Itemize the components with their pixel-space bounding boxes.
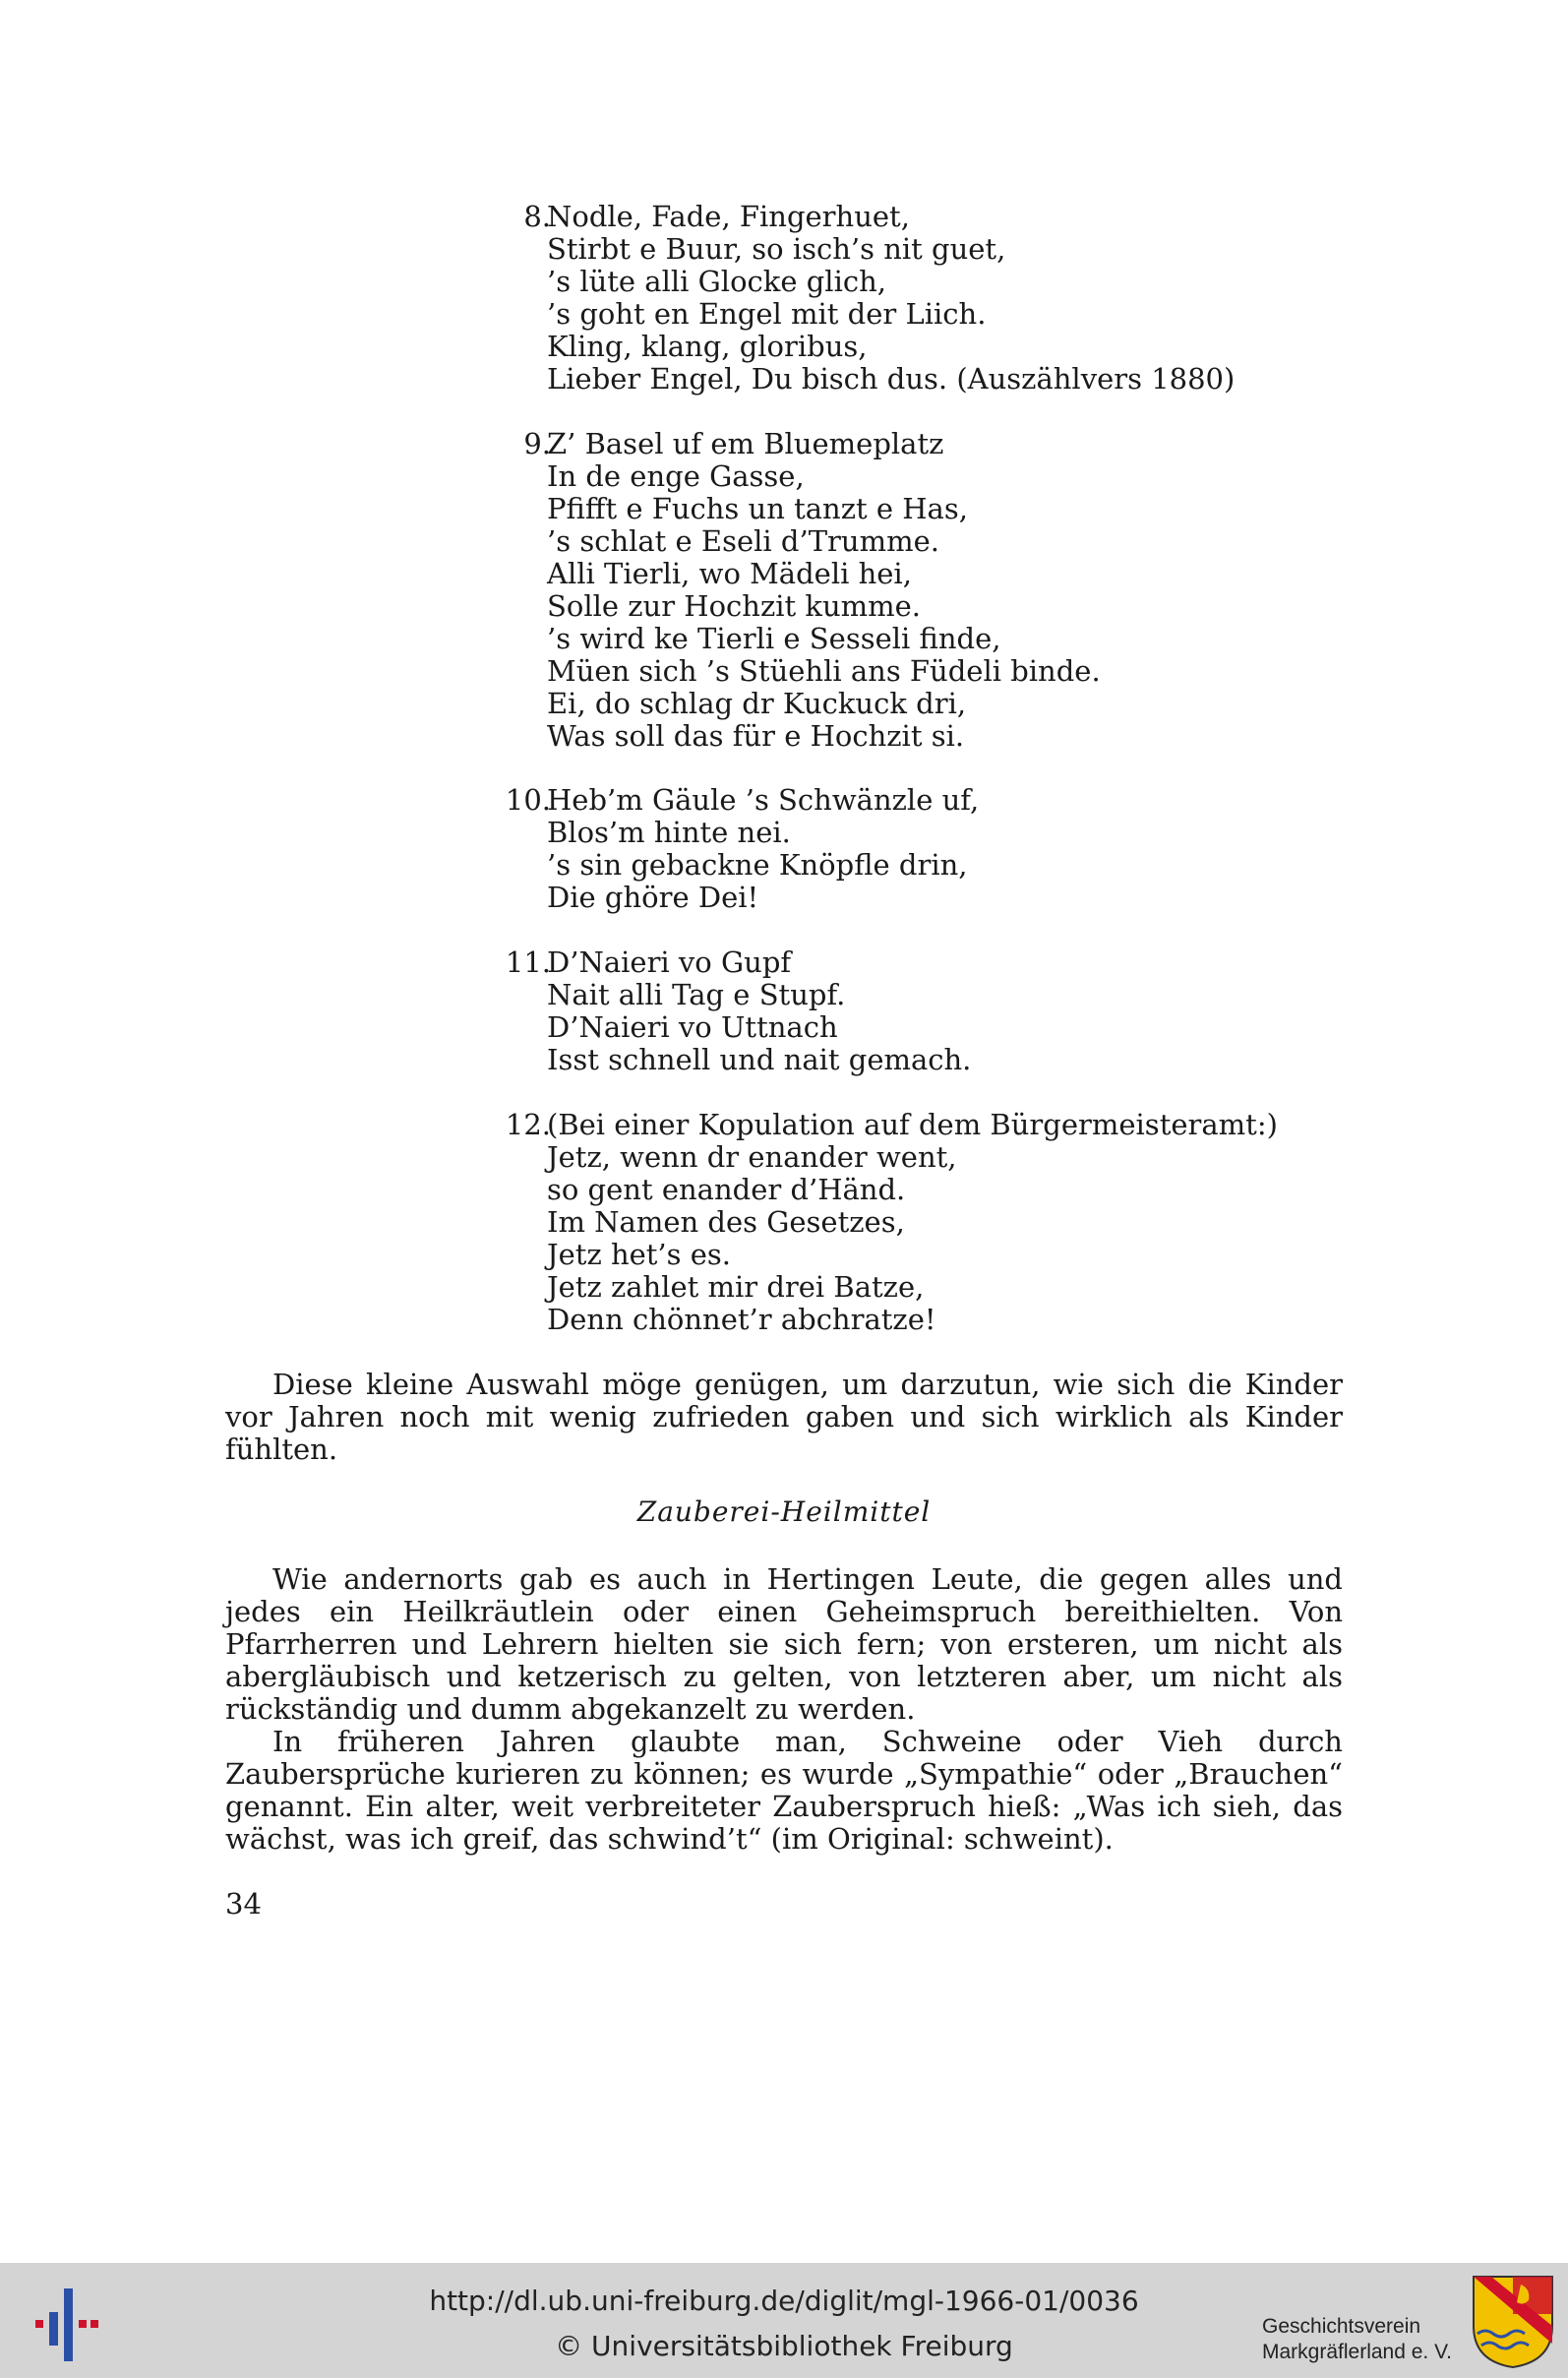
poem-line: Stirbt e Buur, so isch’s nit guet, bbox=[547, 232, 1006, 266]
body-paragraph-1 bbox=[225, 1563, 1343, 1726]
poem-line: D’Naieri vo Gupf bbox=[547, 945, 792, 979]
poem-line: Was soll das für e Hochzit si. bbox=[547, 719, 965, 753]
poem-line: Z’ Basel uf em Bluemeplatz bbox=[547, 427, 944, 460]
poem-line: Heb’m Gäule ’s Schwänzle uf, bbox=[547, 783, 980, 817]
poem-line: so gent enander d’Händ. bbox=[547, 1173, 906, 1206]
poem-line: Nait alli Tag e Stupf. bbox=[547, 978, 846, 1011]
poem-line: Jetz zahlet mir drei Batze, bbox=[547, 1270, 925, 1304]
poem-line: Denn chönnet’r abchratze! bbox=[547, 1303, 936, 1336]
poem-line: Kling, klang, gloribus, bbox=[547, 330, 868, 363]
summary-paragraph bbox=[225, 1369, 1343, 1466]
poem-line: Pfifft e Fuchs un tanzt e Has, bbox=[547, 492, 968, 525]
poem-line: Ei, do schlag dr Kuckuck dri, bbox=[547, 687, 967, 720]
poem-line: Die ghöre Dei! bbox=[547, 881, 759, 914]
poem-number: 12. bbox=[505, 1108, 551, 1141]
poem-line: Solle zur Hochzit kumme. bbox=[547, 589, 922, 623]
poem-lines bbox=[547, 784, 979, 914]
poem-line: Im Namen des Gesetzes, bbox=[547, 1205, 905, 1239]
poem-line: ’s sin gebackne Knöpfle drin, bbox=[547, 848, 968, 882]
society-line-2: Markgräflerland e. V. bbox=[1262, 2341, 1452, 2363]
paragraph-1-text: Wie andernorts gab es auch in Hertingen Leute, die gegen alles und jedes ein Heilkräutlein oder einen Geheimspruch bereithielten. Von Pfarrherren und Lehrern hielten sie sich fern; von ersteren, um nicht als abergläubisch und ketzerisch zu gelten, von letzteren aber, um nicht als rückständig und dumm abgekanzelt zu werden. bbox=[225, 1562, 1343, 1726]
footer-bar bbox=[0, 2263, 1568, 2378]
poem-line: (Bei einer Kopulation auf dem Bürgermeisteramt:) bbox=[547, 1108, 1278, 1141]
poem-line: Isst schnell und nait gemach. bbox=[547, 1043, 972, 1076]
summary-text: Diese kleine Auswahl möge genügen, um darzutun, wie sich die Kinder vor Jahren noch mit wenig zufrieden gaben und sich wirklich als Kinder fühlten. bbox=[225, 1368, 1343, 1466]
poem-lines bbox=[547, 1109, 1278, 1336]
poem-line: Jetz het’s es. bbox=[547, 1238, 732, 1271]
society-name bbox=[1262, 2314, 1452, 2365]
paragraph-2-text: In früheren Jahren glaubte man, Schweine oder Vieh durch Zaubersprüche kurieren zu können; es wurde „Sympathie“ oder „Brauchen“ genannt. Ein alter, weit verbreiteter Zauberspruch hieß: „Was ich sieh, das wächst, was ich greif, das schwind’t“ (im Original: schweint). bbox=[225, 1725, 1343, 1856]
poem-line: In de enge Gasse, bbox=[547, 459, 805, 493]
poem-line: Nodle, Fade, Fingerhuet, bbox=[547, 200, 910, 233]
poem-line: Lieber Engel, Du bisch dus. (Auszählvers 1880) bbox=[547, 362, 1236, 396]
poem-number: 10. bbox=[505, 783, 551, 817]
poem-lines bbox=[547, 946, 971, 1076]
poem-line: Jetz, wenn dr enander went, bbox=[547, 1140, 957, 1174]
poem-number: 8. bbox=[523, 200, 551, 233]
section-heading: Zauberei-Heilmittel bbox=[636, 1495, 932, 1528]
coat-of-arms-icon bbox=[1472, 2275, 1554, 2369]
society-line-1: Geschichtsverein bbox=[1262, 2315, 1421, 2338]
poem-lines bbox=[547, 201, 1235, 396]
poem-line: ’s lüte alli Glocke glich, bbox=[547, 265, 886, 298]
poem-number: 9. bbox=[523, 427, 551, 460]
footer-copyright: © Universitätsbibliothek Freiburg bbox=[555, 2330, 1013, 2362]
poem-lines bbox=[547, 428, 1101, 753]
poem-number: 11. bbox=[505, 945, 551, 979]
page-number: 34 bbox=[225, 1887, 262, 1921]
poem-line: ’s goht en Engel mit der Liich. bbox=[547, 297, 987, 331]
poem-line: ’s wird ke Tierli e Sesseli finde, bbox=[547, 622, 1001, 655]
poem-line: ’s schlat e Eseli d’Trumme. bbox=[547, 524, 939, 558]
body-paragraph-2 bbox=[225, 1726, 1343, 1856]
poem-line: Alli Tierli, wo Mädeli hei, bbox=[547, 557, 912, 590]
poem-line: D’Naieri vo Uttnach bbox=[547, 1010, 838, 1044]
poem-line: Müen sich ’s Stüehli ans Füdeli binde. bbox=[547, 654, 1101, 688]
footer-url-link[interactable]: http://dl.ub.uni-freiburg.de/diglit/mgl-1966-01/0036 bbox=[429, 2285, 1139, 2317]
poem-line: Blos’m hinte nei. bbox=[547, 816, 791, 849]
